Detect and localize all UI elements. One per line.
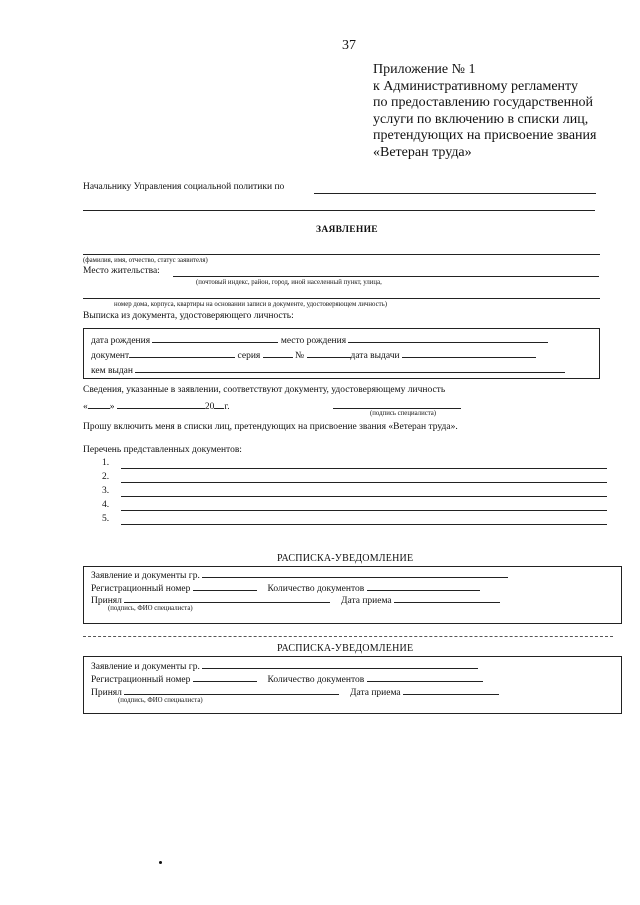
appendix-line-5: претендующих на присвоение звания: [373, 128, 597, 143]
residence-field-line-2[interactable]: [83, 298, 600, 299]
appendix-line-4: услуги по включению в списки лиц,: [373, 111, 589, 127]
residence-field[interactable]: [173, 276, 599, 277]
receipt-signature-hint: (подпись, ФИО специалиста): [108, 605, 193, 612]
accepted-field[interactable]: [124, 685, 339, 695]
address-hint: (почтовый индекс, район, город, иной населенный пункт, улица,: [196, 279, 382, 286]
documents-list-field[interactable]: [121, 510, 607, 511]
year-prefix: 20: [204, 402, 215, 412]
issued-by-row: [91, 363, 565, 376]
receipt-title: РАСПИСКА-УВЕДОМЛЕНИЕ: [277, 553, 414, 564]
specialist-signature-field[interactable]: [333, 408, 461, 409]
doc-count-label: Количество документов: [267, 675, 365, 685]
appendix-line-6: «Ветеран труда»: [373, 144, 472, 160]
reg-number-label: Регистрационный номер: [91, 675, 191, 685]
year-suffix: г.: [224, 402, 230, 412]
applicant-name-field[interactable]: [83, 254, 600, 255]
document-label: документ: [91, 351, 130, 361]
receive-date-label: Дата приема: [350, 688, 401, 698]
verification-statement: Сведения, указанные в заявлении, соответствуют документу, удостоверяющему личность: [83, 385, 446, 395]
receipt-docs-row: [91, 568, 508, 581]
documents-list-field[interactable]: [121, 496, 607, 497]
accepted-field[interactable]: [124, 593, 330, 603]
document-field[interactable]: [129, 348, 235, 358]
addressee-field-line-2[interactable]: [83, 210, 595, 211]
documents-list-item-label: 2.: [102, 472, 110, 482]
receipt-reg-row: [91, 672, 483, 685]
receive-date-field[interactable]: [394, 593, 500, 603]
docs-from-field[interactable]: [202, 568, 508, 578]
documents-list-heading: Перечень представленных документов:: [83, 445, 242, 455]
documents-list-item-label: 3.: [102, 486, 110, 496]
appendix-line-1: Приложение № 1: [373, 62, 476, 77]
issued-by-label: кем выдан: [91, 366, 133, 376]
receipt-title: РАСПИСКА-УВЕДОМЛЕНИЕ: [277, 643, 414, 654]
quote-open: «: [83, 402, 88, 412]
appendix-line-2: к Административному регламенту: [373, 78, 578, 94]
residence-label: Место жительства:: [83, 266, 160, 276]
appendix-caption: [373, 62, 596, 161]
document-row: [91, 348, 536, 361]
documents-list-field[interactable]: [121, 524, 607, 525]
issued-by-field[interactable]: [135, 363, 565, 373]
documents-list-field[interactable]: [121, 482, 607, 483]
address-hint-2: номер дома, корпуса, квартиры на основании записи в документе, удостоверяющем личность): [114, 301, 387, 308]
birth-date-field[interactable]: [152, 333, 278, 343]
doc-count-label: Количество документов: [267, 584, 365, 594]
receive-date-label: Дата приема: [341, 596, 392, 606]
day-field[interactable]: [88, 399, 110, 409]
request-statement: Прошу включить меня в списки лиц, претендующих на присвоение звания «Ветеран труда».: [83, 422, 458, 432]
series-label: серия: [237, 351, 261, 361]
page-number: 37: [342, 38, 356, 53]
issue-date-field[interactable]: [402, 348, 536, 358]
addressee-field[interactable]: [314, 193, 596, 194]
appendix-line-3: по предоставлению государственной: [373, 95, 594, 110]
birth-place-label: место рождения: [280, 336, 347, 346]
number-field[interactable]: [307, 348, 351, 358]
documents-list-item-label: 4.: [102, 500, 110, 510]
applicant-name-hint: (фамилия, имя, отчество, статус заявителя): [83, 257, 208, 264]
scan-speck: [159, 861, 162, 864]
accepted-label: Принял: [91, 596, 122, 606]
documents-list-item-label: 5.: [102, 514, 110, 524]
docs-from-field[interactable]: [202, 659, 478, 669]
receive-date-field[interactable]: [403, 685, 499, 695]
number-label: №: [295, 351, 305, 361]
accepted-label: Принял: [91, 688, 122, 698]
documents-list-item-label: 1.: [102, 458, 110, 468]
doc-count-field[interactable]: [367, 581, 480, 591]
specialist-signature-hint: (подпись специалиста): [370, 410, 437, 417]
addressee-label: Начальнику Управления социальной политики по: [83, 182, 285, 192]
birth-date-label: дата рождения: [91, 336, 151, 346]
id-document-heading: Выписка из документа, удостоверяющего личность:: [83, 311, 294, 321]
reg-number-label: Регистрационный номер: [91, 584, 191, 594]
month-field[interactable]: [117, 399, 205, 409]
verification-date-row: [83, 399, 230, 412]
documents-list-field[interactable]: [121, 468, 607, 469]
reg-number-field[interactable]: [193, 581, 257, 591]
form-title: ЗАЯВЛЕНИЕ: [316, 225, 378, 235]
series-field[interactable]: [263, 348, 293, 358]
receipt-signature-hint: (подпись, ФИО специалиста): [118, 697, 203, 704]
docs-from-label: Заявление и документы гр.: [91, 571, 200, 581]
birth-place-field[interactable]: [348, 333, 548, 343]
reg-number-field[interactable]: [193, 672, 257, 682]
year-field[interactable]: [214, 399, 224, 409]
cut-line: [83, 636, 613, 637]
docs-from-label: Заявление и документы гр.: [91, 662, 200, 672]
doc-count-field[interactable]: [367, 672, 483, 682]
birth-date-row: [91, 333, 548, 346]
issue-date-label: дата выдачи: [350, 351, 400, 361]
receipt-docs-row: [91, 659, 478, 672]
quote-close: »: [109, 402, 115, 412]
